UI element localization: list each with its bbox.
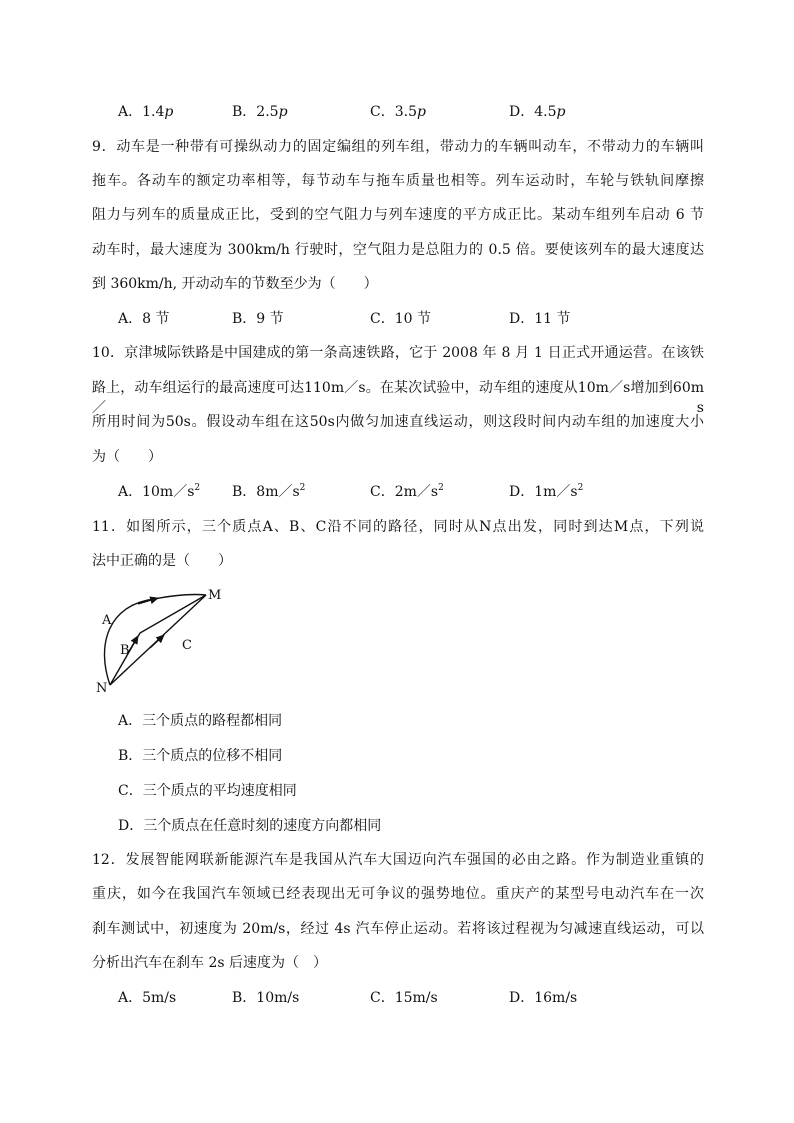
option-letter: B． [232,104,257,120]
q12-option-b[interactable]: B．10m/s [232,990,300,1006]
option-value: 1.4 [142,104,165,120]
q11-option-d[interactable]: D．三个质点在任意时刻的速度方向都相同 [118,818,382,834]
option-exponent: 2 [299,483,306,493]
option-value: 2.5 [256,104,279,120]
q9-option-d[interactable]: D．11 节 [509,311,571,327]
path-c-arrow [150,635,164,648]
option-letter: C． [370,104,395,120]
q12-line-3: 刹车测试中，初速度为 20m/s，经过 4s 汽车停止运动。若将该过程视为匀减速直线运动，可以 [92,921,704,937]
q11-option-b[interactable]: B．三个质点的位移不相同 [118,748,283,764]
q9-line-3: 阻力与列车的质量成正比，受到的空气阻力与列车速度的平方成正比。某动车组列车启动 6 节 [92,207,704,223]
q10-line-2: 路上，动车组运行的最高速度可达110m／s。在某次试验中，动车组的速度从10m／s增加到60m／s [92,380,704,416]
q8-option-a[interactable] [118,102,173,122]
q12-option-c[interactable]: C．15m/s [370,990,438,1006]
option-exponent: 2 [577,483,584,493]
q10-line-4: 为（ ） [92,449,162,465]
option-letter: A． [118,104,143,120]
q9-line-2: 拖车。各动车的额定功率相等，每节动车与拖车质量也相等。列车运动时，车轮与铁轨间摩擦 [92,173,704,189]
label-n: N [96,681,108,693]
option-text: A．10m／s [118,484,195,500]
option-exponent: 2 [438,483,444,493]
option-value: 4.5 [534,104,557,120]
path-diagram [94,583,234,693]
option-value: 3.5 [394,104,417,120]
q9-option-b[interactable]: B．9 节 [232,311,284,327]
q10-option-d[interactable] [509,482,583,502]
q11-line-1: 11．如图所示，三个质点A、B、C沿不同的路径，同时从N点出发，同时到达M点，下列说 [92,519,704,535]
q8-option-d[interactable] [509,102,565,122]
label-a: A [102,613,112,628]
label-m: M [208,588,222,603]
option-letter: D． [509,104,535,120]
path-a-arrow [138,598,158,604]
option-text: B．8m／s [232,484,300,500]
q11-option-a[interactable]: A．三个质点的路程都相同 [118,713,283,729]
option-variable: p [164,104,174,120]
q12-line-4: 分析出汽车在刹车 2s 后速度为（ ） [92,955,327,971]
option-text: D．1m／s [509,484,578,500]
option-variable: p [278,104,288,120]
option-variable: p [556,104,566,120]
q11-option-c[interactable]: C．三个质点的平均速度相同 [118,783,297,799]
q8-option-b[interactable] [232,102,288,122]
q11-line-2: 法中正确的是（ ） [92,553,232,569]
option-variable: p [416,104,426,120]
q9-line-5: 到 360km/h, 开动动车的节数至少为（ ） [92,276,378,292]
label-c: C [182,638,192,653]
q10-option-b[interactable] [232,482,305,502]
q9-option-a[interactable]: A．8 节 [118,311,170,327]
q12-option-a[interactable]: A．5m/s [118,990,177,1006]
option-exponent: 2 [194,483,201,493]
q12-line-1: 12．发展智能网联新能源汽车是我国从汽车大国迈向汽车强国的必由之路。作为制造业重镇的 [92,852,704,868]
q10-line-1: 10．京津城际铁路是中国建成的第一条高速铁路，它于 2008 年 8 月 1 日正式开通运营。在该铁 [92,345,704,361]
q9-option-c[interactable]: C．10 节 [370,311,431,327]
label-b: B [120,643,130,658]
q12-line-2: 重庆，如今在我国汽车领域已经表现出无可争议的强势地位。重庆产的某型号电动汽车在一次 [92,886,704,902]
q10-line-3: 所用时间为50s。假设动车组在这50s内做匀加速直线运动，则这段时间内动车组的加速度大小 [92,414,704,430]
q8-option-c[interactable] [370,102,426,122]
q12-option-d[interactable]: D．16m/s [509,990,578,1006]
q10-option-c[interactable] [370,482,444,502]
q9-line-1: 9．动车是一种带有可操纵动力的固定编组的列车组，带动力的车辆叫动车，不带动力的车辆叫 [92,139,704,155]
q10-option-a[interactable] [118,482,200,502]
option-text: C．2m／s [370,484,439,500]
q9-line-4: 动车时，最大速度为 300km/h 行驶时，空气阻力是总阻力的 0.5 倍。要使该列车的最大速度达 [92,242,704,258]
